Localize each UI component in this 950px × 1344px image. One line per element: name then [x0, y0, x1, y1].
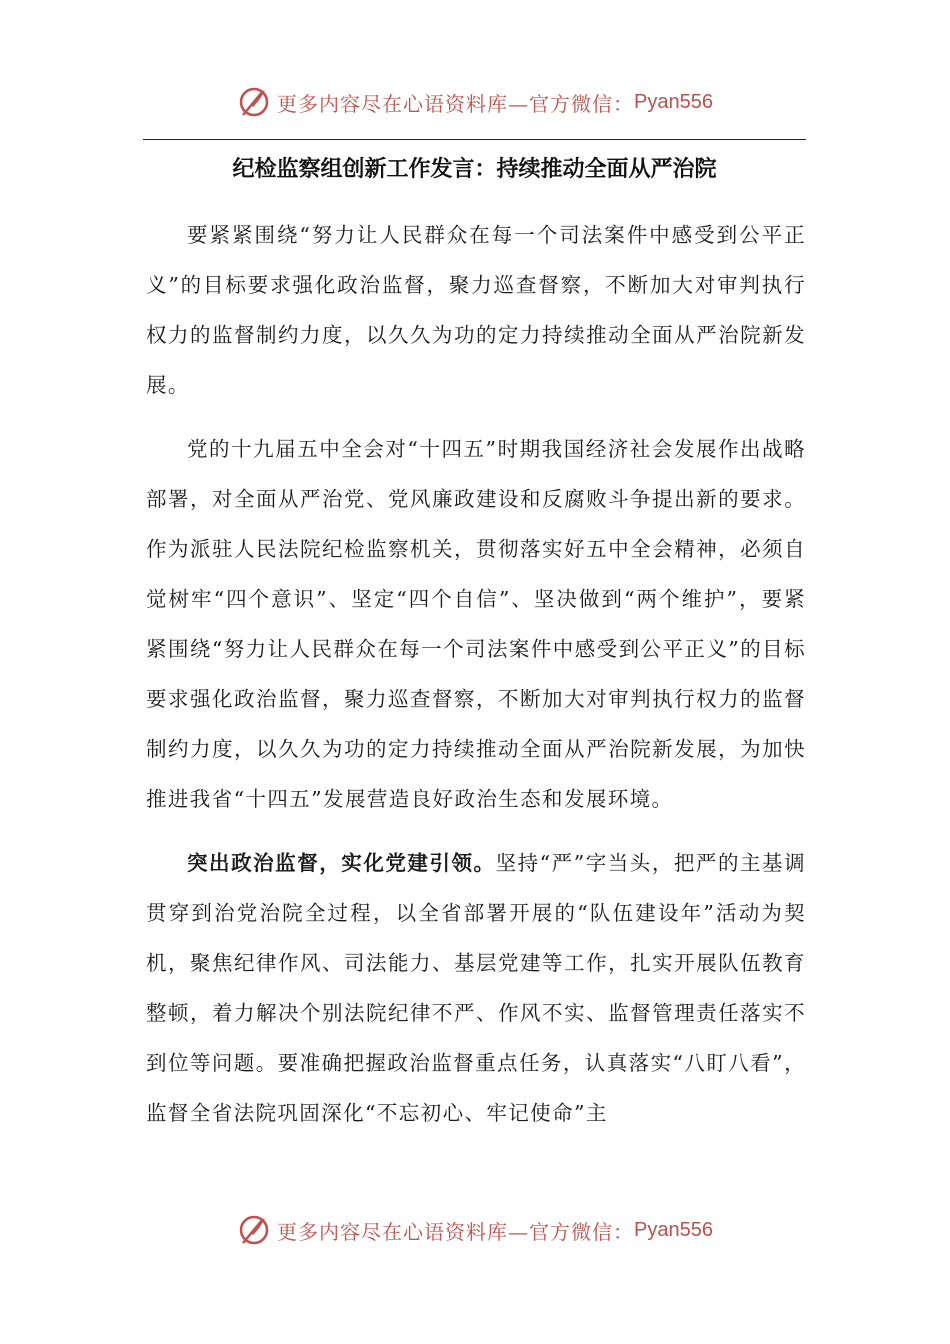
wechat-id: Pyan556	[634, 90, 713, 113]
paragraph-text: 坚持“严”字当头，把严的主基调贯穿到治党治院全过程，以全省部署开展的“队伍建设年”活动为契机，聚焦纪律作风、司法能力、基层党建等工作，扎实开展队伍教育整顿，着力解决个别法院纪律不严、作风不实、监督管理责任落实不到位等问题。要准确把握政治监督重点任务，认真落实“八盯八看”，监督全省法院巩固深化“不忘初心、牢记使命”主	[146, 851, 806, 1125]
quill-logo-icon	[237, 1213, 271, 1247]
banner-text: 更多内容尽在心语资料库—官方微信：	[277, 1219, 635, 1244]
banner-text: 更多内容尽在心语资料库—官方微信：	[277, 91, 635, 116]
paragraph-text: 要紧紧围绕“努力让人民群众在每一个司法案件中感受到公平正义”的目标要求强化政治监督，聚力巡查督察，不断加大对审判执行权力的监督制约力度，以久久为功的定力持续推动全面从严治院新发展。	[146, 223, 806, 397]
header-rule	[143, 139, 806, 140]
paragraph	[146, 424, 806, 824]
footer-banner	[0, 1210, 950, 1250]
paragraph-heading: 突出政治监督，实化党建引领。	[187, 851, 496, 875]
header-banner	[0, 82, 950, 122]
document-body	[146, 210, 806, 1152]
paragraph	[146, 838, 806, 1138]
page-title: 纪检监察组创新工作发言：持续推动全面从严治院	[232, 157, 717, 182]
quill-logo-icon	[237, 85, 271, 119]
wechat-id: Pyan556	[634, 1218, 713, 1241]
paragraph	[146, 210, 806, 410]
paragraph-text: 党的十九届五中全会对“十四五”时期我国经济社会发展作出战略部署，对全面从严治党、党风廉政建设和反腐败斗争提出新的要求。作为派驻人民法院纪检监察机关，贯彻落实好五中全会精神，必须自觉树牢“四个意识”、坚定“四个自信”、坚决做到“两个维护”，要紧紧围绕“努力让人民群众在每一个司法案件中感受到公平正义”的目标要求强化政治监督，聚力巡查督察，不断加大对审判执行权力的监督制约力度，以久久为功的定力持续推动全面从严治院新发展，为加快推进我省“十四五”发展营造良好政治生态和发展环境。	[146, 437, 806, 811]
